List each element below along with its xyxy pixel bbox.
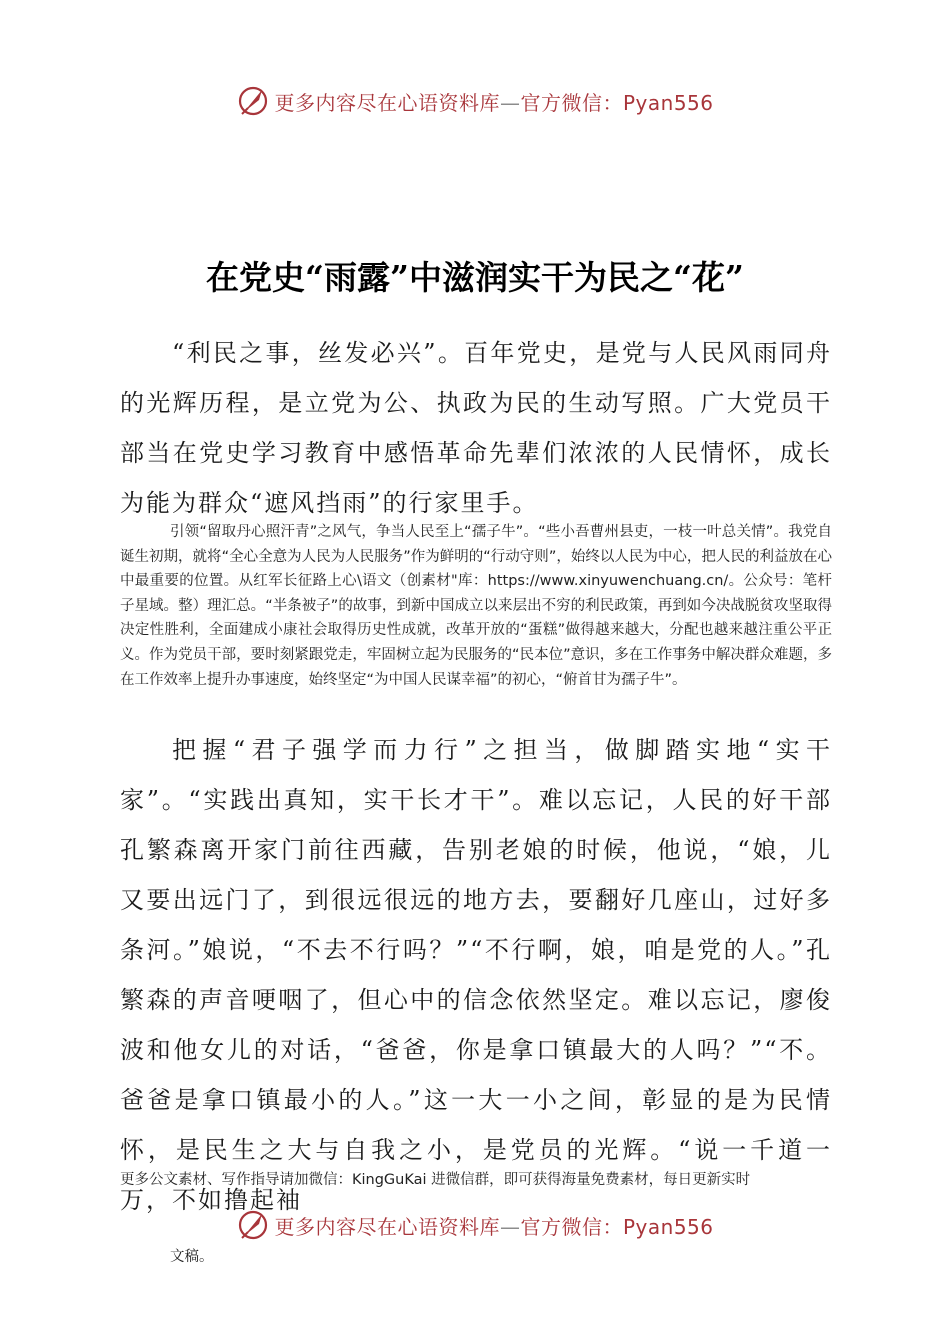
banner-text: 更多内容尽在心语资料库—官方微信：Pyan556 [274, 90, 714, 115]
footer-note: 更多公文素材、写作指导请加微信：KingGuKai 进微信群，即可获得海量免费素材，每日更新实时 [120, 1172, 751, 1188]
banner-text: 更多内容尽在心语资料库—官方微信：Pyan556 [274, 1214, 714, 1239]
paragraph-section-1: 引领“留取丹心照汗青”之风气，争当人民至上“孺子牛”。“些小吾曹州县吏，一枝一叶总关情”。我党自诞生初期，就将“全心全意为人民为人民服务”作为鲜明的“行动守则”，始终以人民为中心，把人民的利益放在心中最重要的位置。从红军长征路上心\语文（创素材"库：https://www.xinyuwenchuang.cn/。公众号：笔杆子星域。整）理汇总。“半条被子”的故事，到新中国成立以来层出不穷的利民政策，再到如今决战脱贫攻坚取得决定性胜利，全面建成小康社会取得历史性成就，改革开放的“蛋糕”做得越来越大，分配也越来越注重公平正义。作为党员干部，要时刻紧跟党走，牢固树立起为民服务的“民本位”意识，多在工作事务中解决群众难题，多在工作效率上提升办事速度，始终坚定“为中国人民谋幸福”的初心，“俯首甘为孺子牛”。 [120, 524, 832, 688]
paragraph-intro: “利民之事，丝发必兴”。百年党史，是党与人民风雨同舟的光辉历程，是立党为公、执政为民的生动写照。广大党员干部当在党史学习教育中感悟革命先辈们浓浓的人民情怀，成长为能为群众“遮风挡雨”的行家里手。 [120, 339, 832, 517]
quill-logo-icon [236, 84, 270, 118]
footer-banner [0, 1208, 950, 1242]
header-banner [0, 84, 950, 118]
paragraph-section-2: 把握“君子强学而力行”之担当，做脚踏实地“实干家”。“实践出真知，实干长才干”。难以忘记，人民的好干部孔繁森离开家门前往西藏，告别老娘的时候，他说，“娘，儿又要出远门了，到很远很远的地方去，要翻好几座山，过好多条河。”娘说，“不去不行吗？”“不行啊，娘，咱是党的人。”孔繁森的声音哽咽了，但心中的信念依然坚定。难以忘记，廖俊波和他女儿的对话，“爸爸，你是拿口镇最大的人吗？”“不。爸爸是拿口镇最小的人。”这一大一小之间，彰显的是为民情怀，是民生之大与自我之小，是党员的光辉。“说一千道一万，不如撸起袖 [120, 736, 832, 1214]
quill-logo-icon [236, 1208, 270, 1242]
footer-note-tail: 文稿。 [170, 1249, 214, 1265]
document-title: 在党史“雨露”中滋润实干为民之“花” [206, 258, 744, 297]
